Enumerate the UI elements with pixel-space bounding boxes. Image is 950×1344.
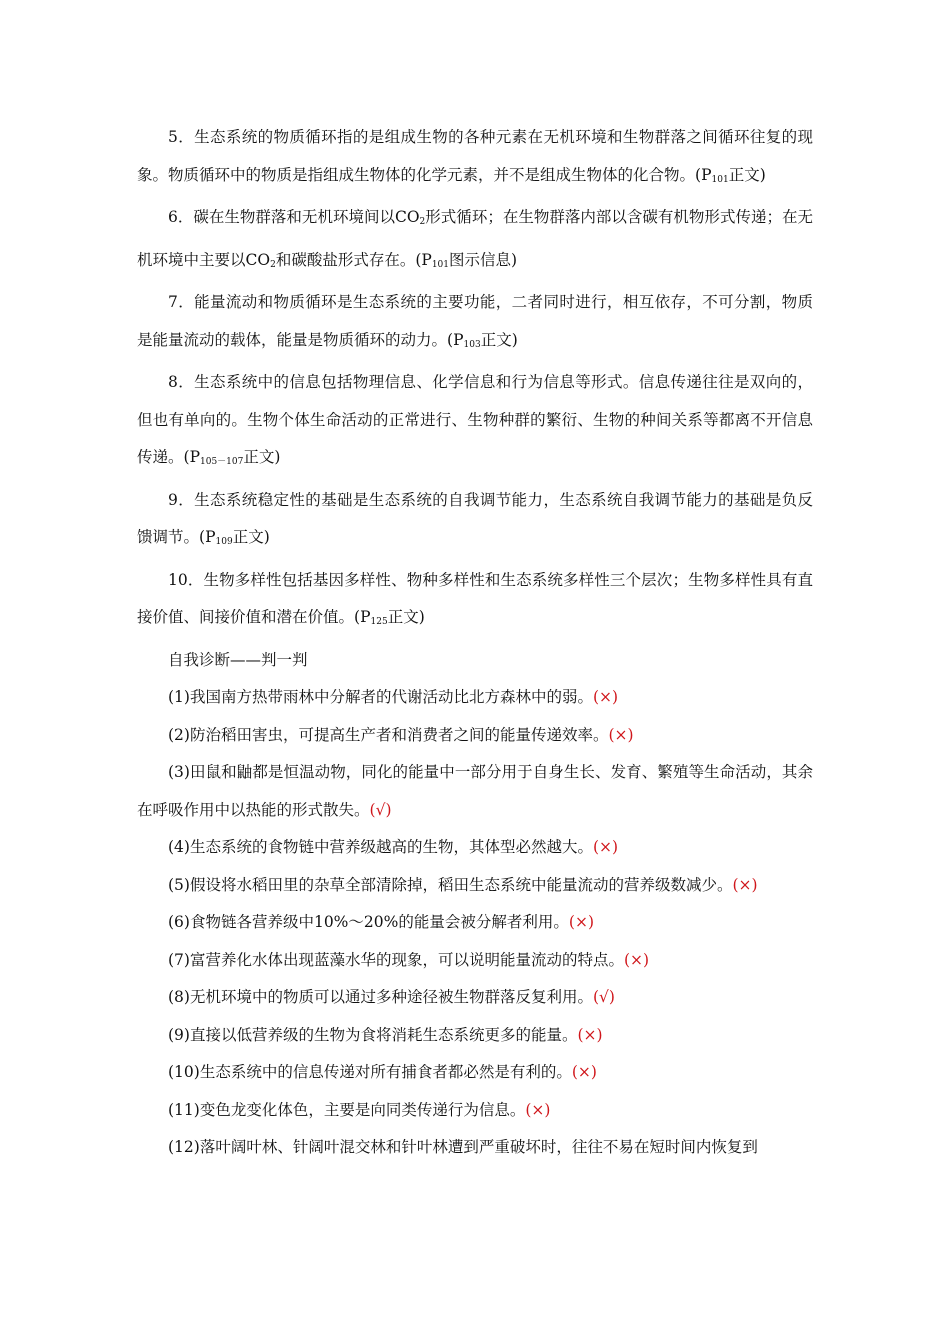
page-reference: ($P_{109}$正文): [199, 528, 270, 547]
judgment-item: (8)无机环境中的物质可以通过多种途径被生物群落反复利用。(√): [168, 988, 615, 1006]
point-text: 7．能量流动和物质循环是生态系统的主要功能，二者同时进行，相互依存，不可分割，物质是能量流动的载体，能量是物质循环的动力。: [137, 293, 813, 349]
key-point-10: [137, 562, 813, 642]
subscript: 2: [419, 217, 426, 227]
judgment-item: (5)假设将水稻田里的杂草全部清除掉，稻田生态系统中能量流动的营养级数减少。(×): [168, 875, 758, 894]
answer-mark: (×): [592, 838, 619, 856]
judgment-item: (10)生态系统中的信息传递对所有捕食者都必然是有利的。(×): [168, 1063, 597, 1081]
judgment-item: (11)变色龙变化体色，主要是向同类传递行为信息。(×): [168, 1100, 551, 1119]
page-reference: ($P_{103}$正文): [447, 330, 518, 350]
page-reference: ($P_{101}$图示信息): [415, 250, 518, 270]
page-reference: ($P_{105-107}$正文): [183, 448, 281, 467]
page-reference: ($P_{125}$正文): [354, 608, 425, 627]
key-point-5: [137, 119, 813, 199]
judgment-item: (3)田鼠和鼬都是恒温动物，同化的能量中一部分用于自身生长、发育、繁殖等生命活动，其余在呼吸作用中以热能的形式散失。(√): [137, 763, 813, 819]
document-page: [137, 119, 813, 1167]
judgment-item: (7)富营养化水体出现蓝藻水华的现象，可以说明能量流动的特点。(×): [168, 950, 650, 969]
judgment-item: (2)防治稻田害虫，可提高生产者和消费者之间的能量传递效率。(×): [168, 725, 634, 744]
judgment-item: (9)直接以低营养级的生物为食将消耗生态系统更多的能量。(×): [168, 1025, 603, 1044]
answer-mark: (×): [571, 1063, 597, 1081]
page-reference: ($P_{101}$正文): [695, 165, 766, 185]
answer-mark: (×): [577, 1025, 603, 1044]
answer-mark: (√): [592, 988, 615, 1006]
point-text: 形式循环；在生物群落内部以含碳有机物形式传递；在无机环境中主要以CO: [137, 208, 813, 269]
point-text: 10．生物多样性包括基因多样性、物种多样性和生态系统多样性三个层次；生物多样性具有直接价值、间接价值和潜在价值。: [137, 570, 813, 626]
answer-mark: (×): [525, 1100, 551, 1119]
answer-mark: (×): [608, 725, 634, 744]
answer-mark: (×): [732, 875, 758, 894]
judgment-list: [137, 679, 813, 1167]
judgment-item: (4)生态系统的食物链中营养级越高的生物，其体型必然越大。(×): [168, 838, 619, 856]
point-text: 5．生态系统的物质循环指的是组成生物的各种元素在无机环境和生物群落之间循环往复的现象。物质循环中的物质是指组成生物体的化学元素，并不是组成生物体的化合物。: [137, 128, 813, 184]
judgment-item: (12)落叶阔叶林、针阔叶混交林和针叶林遭到严重破坏时，往往不易在短时间内恢复到: [168, 1138, 758, 1156]
section-title: 自我诊断——判一判: [168, 650, 308, 669]
point-text: 和碳酸盐形式存在。: [275, 250, 416, 269]
point-text: 9．生态系统稳定性的基础是生态系统的自我调节能力，生态系统自我调节能力的基础是负反馈调节。: [137, 490, 813, 546]
key-point-8: [137, 364, 813, 482]
key-point-7: [137, 284, 813, 364]
key-point-9: [137, 482, 813, 562]
point-text: 8．生态系统中的信息包括物理信息、化学信息和行为信息等形式。信息传递往往是双向的，但也有单向的。生物个体生命活动的正常进行、生物种群的繁衍、生物的种间关系等都离不开信息传递。: [137, 373, 813, 466]
key-point-6: [137, 199, 813, 284]
answer-mark: (√): [369, 800, 392, 819]
judgment-item: (6)食物链各营养级中10%～20%的能量会被分解者利用。(×): [168, 913, 594, 931]
point-text: 6．碳在生物群落和无机环境间以CO: [168, 208, 420, 226]
answer-mark: (×): [568, 913, 594, 931]
answer-mark: (×): [623, 950, 650, 969]
answer-mark: (×): [592, 688, 619, 706]
subscript: 2: [270, 259, 276, 270]
judgment-item: (1)我国南方热带雨林中分解者的代谢活动比北方森林中的弱。(×): [168, 688, 619, 706]
